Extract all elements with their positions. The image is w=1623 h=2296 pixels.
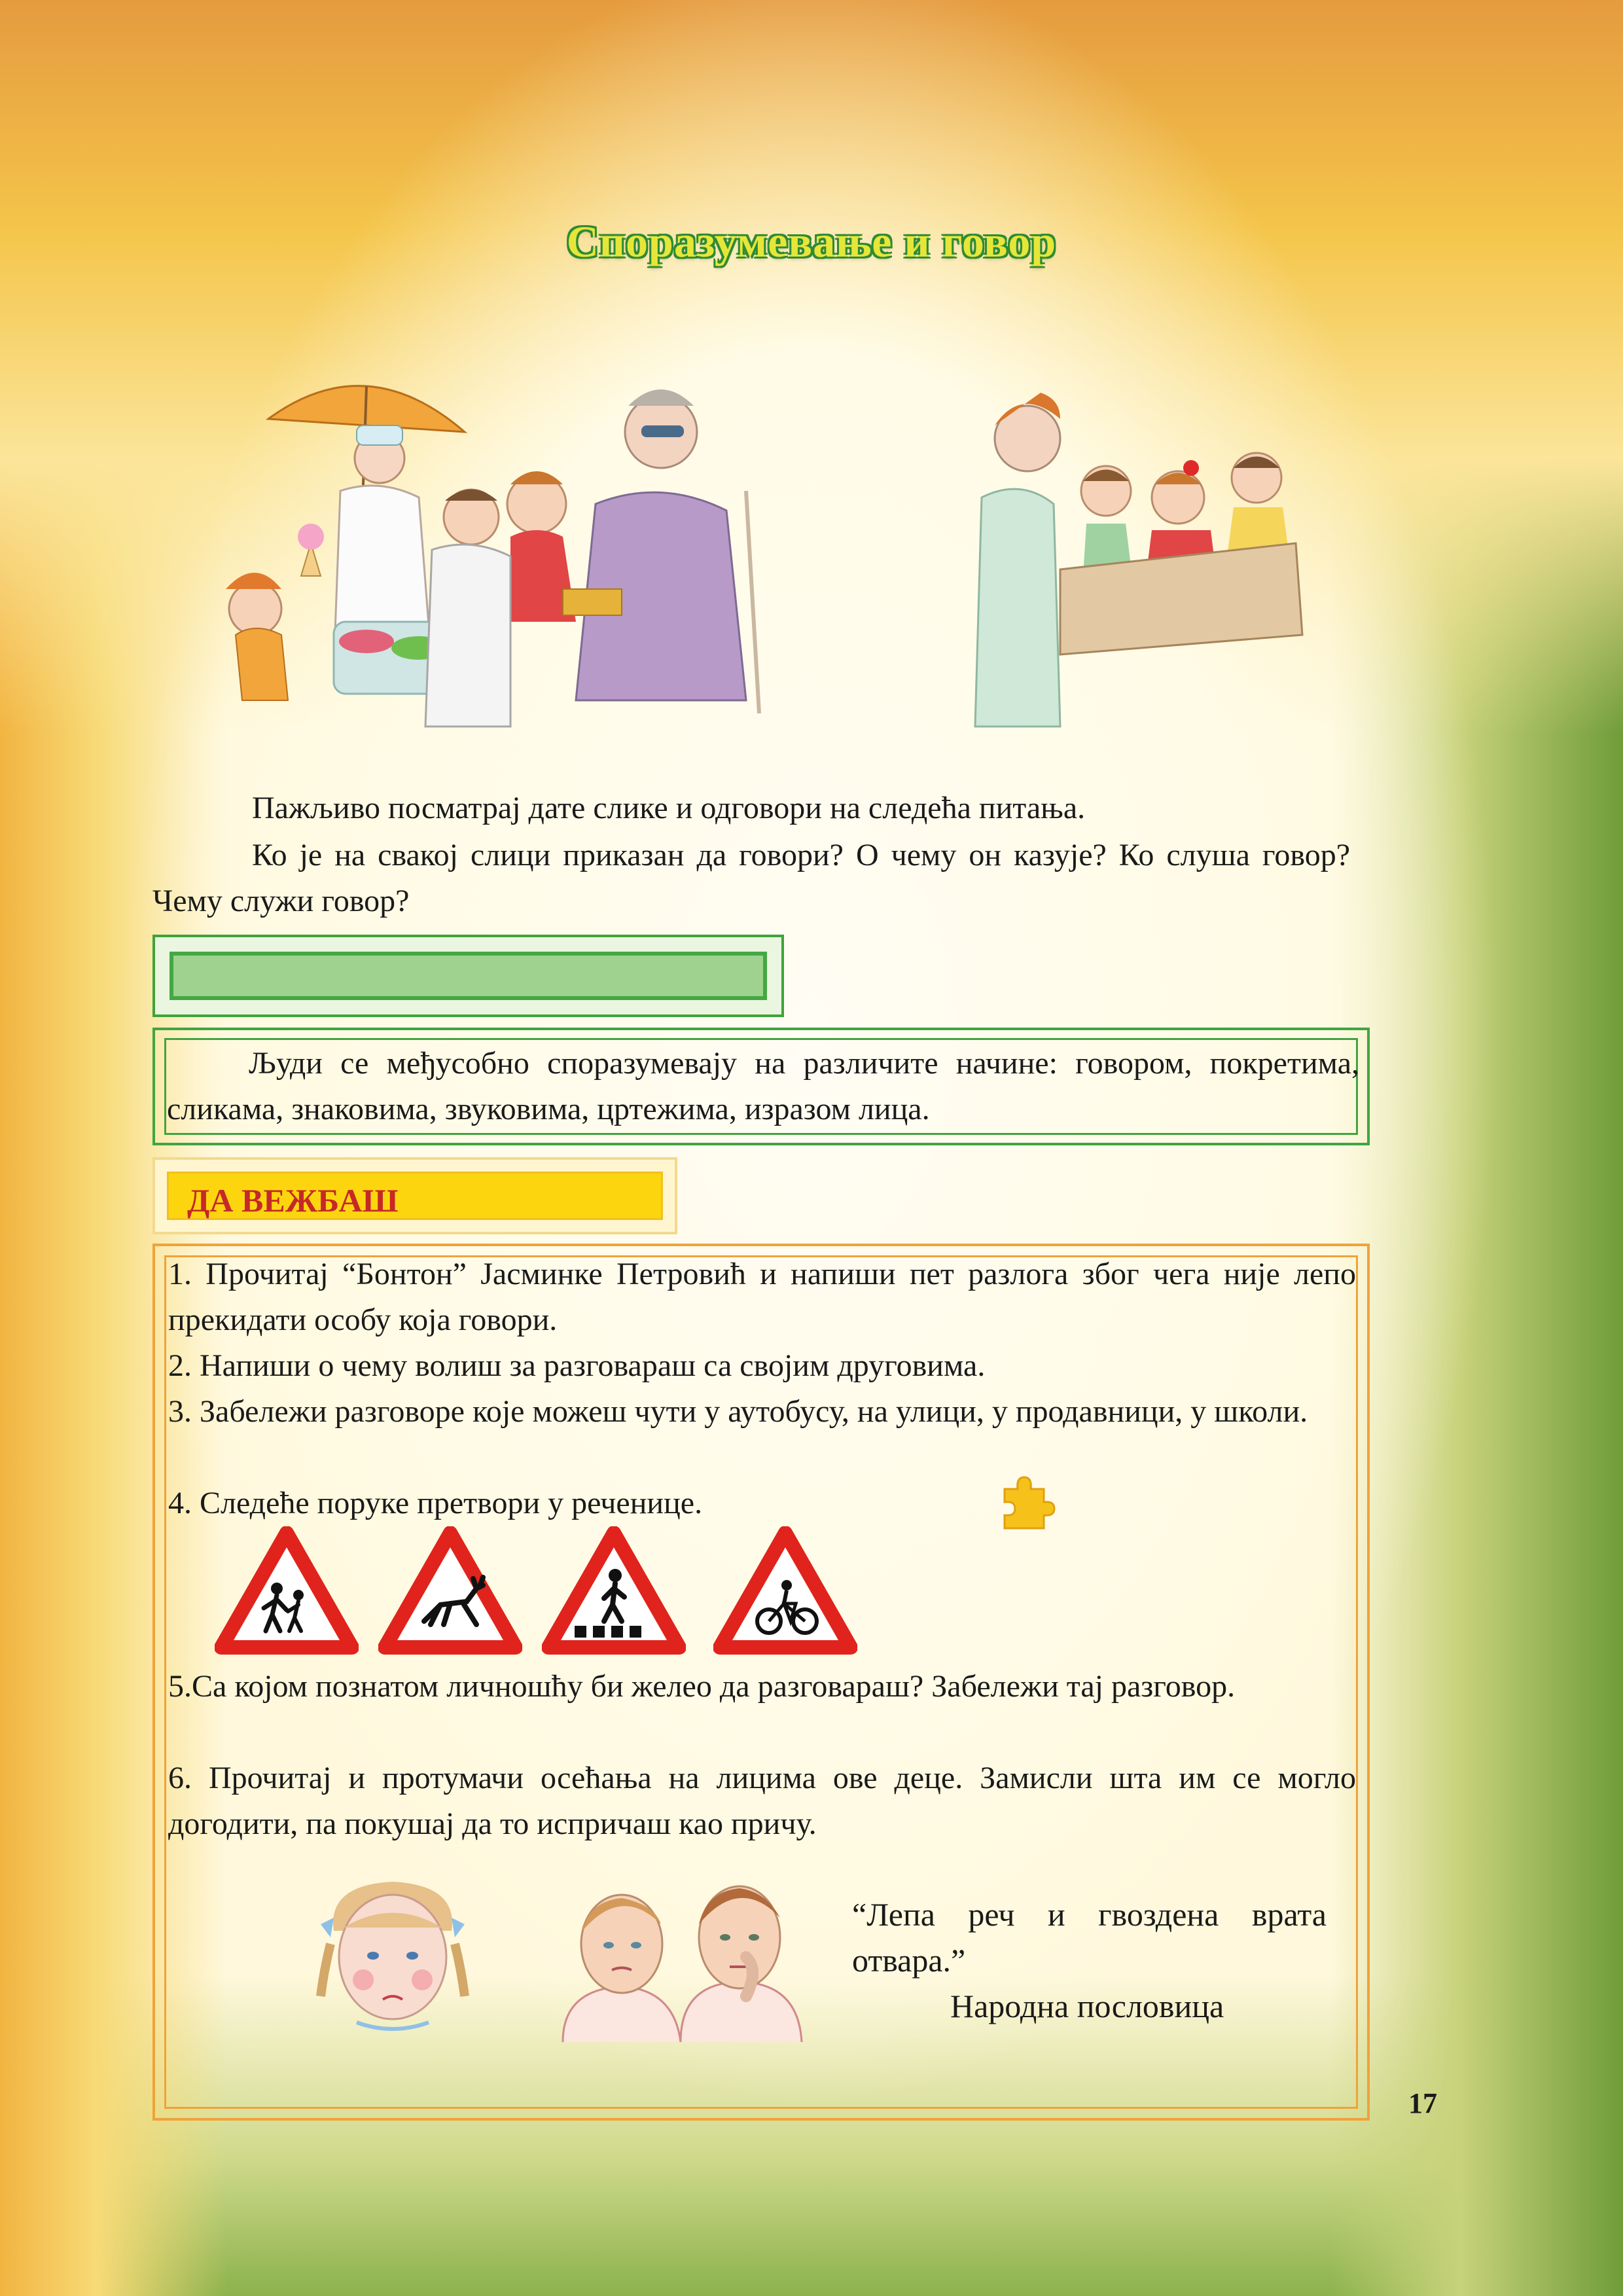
page-title: Споразумевање и говор — [566, 217, 1057, 266]
illustration-conversations — [170, 360, 1322, 740]
deer-crossing-sign-icon — [378, 1526, 522, 1657]
pedestrian-crossing-sign-icon — [542, 1526, 686, 1657]
info-text: Људи се међусобно споразумевају на различите начине: говором, покретима, сликама, знаковима, звуковима, цртежима, изразом лица. — [167, 1046, 1359, 1126]
green-banner — [152, 935, 784, 1017]
exercise-heading-fill — [167, 1172, 663, 1220]
task-2: 2. Напиши о чему волиш за разговараш са својим друговима. — [168, 1348, 986, 1383]
exercise-heading: ДА ВЕЖБАШ — [187, 1182, 399, 1219]
intro-questions: Ко је на свакој слици приказан да говори? О чему он казује? Ко слуша говор? Чему служи говор? — [152, 838, 1350, 918]
task-3: 3. Забележи разговоре које можеш чути у аутобусу, на улици, у продавници, у школи. — [168, 1394, 1308, 1429]
proverb-source: Народна пословица — [950, 1988, 1224, 2024]
children-crossing-sign-icon — [215, 1526, 359, 1657]
sad-girl-illustration — [308, 1872, 478, 2049]
page-number: 17 — [1408, 2087, 1437, 2119]
intro-line-1: Пажљиво посматрај дате слике и одговори на следећа питања. — [252, 791, 1086, 825]
task-1: 1. Прочитај “Бонтон” Јасминке Петровић и напиши пет разлога због чега није лепо прекидати особу која говори. — [168, 1257, 1356, 1337]
info-box — [152, 1028, 1370, 1145]
task-4: 4. Следеће поруке претвори у реченице. — [168, 1486, 703, 1520]
task-5: 5.Са којом познатом личношћу би желео да разговараш? Забележи тај разговор. — [168, 1669, 1236, 1704]
exercise-heading-tab — [152, 1157, 677, 1234]
puzzle-piece-icon — [991, 1469, 1057, 1535]
grandmother-scene — [425, 389, 759, 726]
classroom-scene — [975, 393, 1302, 726]
bicycle-crossing-sign-icon — [713, 1526, 857, 1657]
two-boys-illustration — [550, 1872, 812, 2045]
task-6: 6. Прочитај и протумачи осећања на лицима ове деце. Замисли шта им се могло догодити, па покушај да то испричаш као причу. — [168, 1761, 1356, 1841]
green-banner-inner — [169, 952, 767, 1000]
proverb-text: “Лепа реч и гвоздена врата отвара.” — [852, 1896, 1327, 1979]
